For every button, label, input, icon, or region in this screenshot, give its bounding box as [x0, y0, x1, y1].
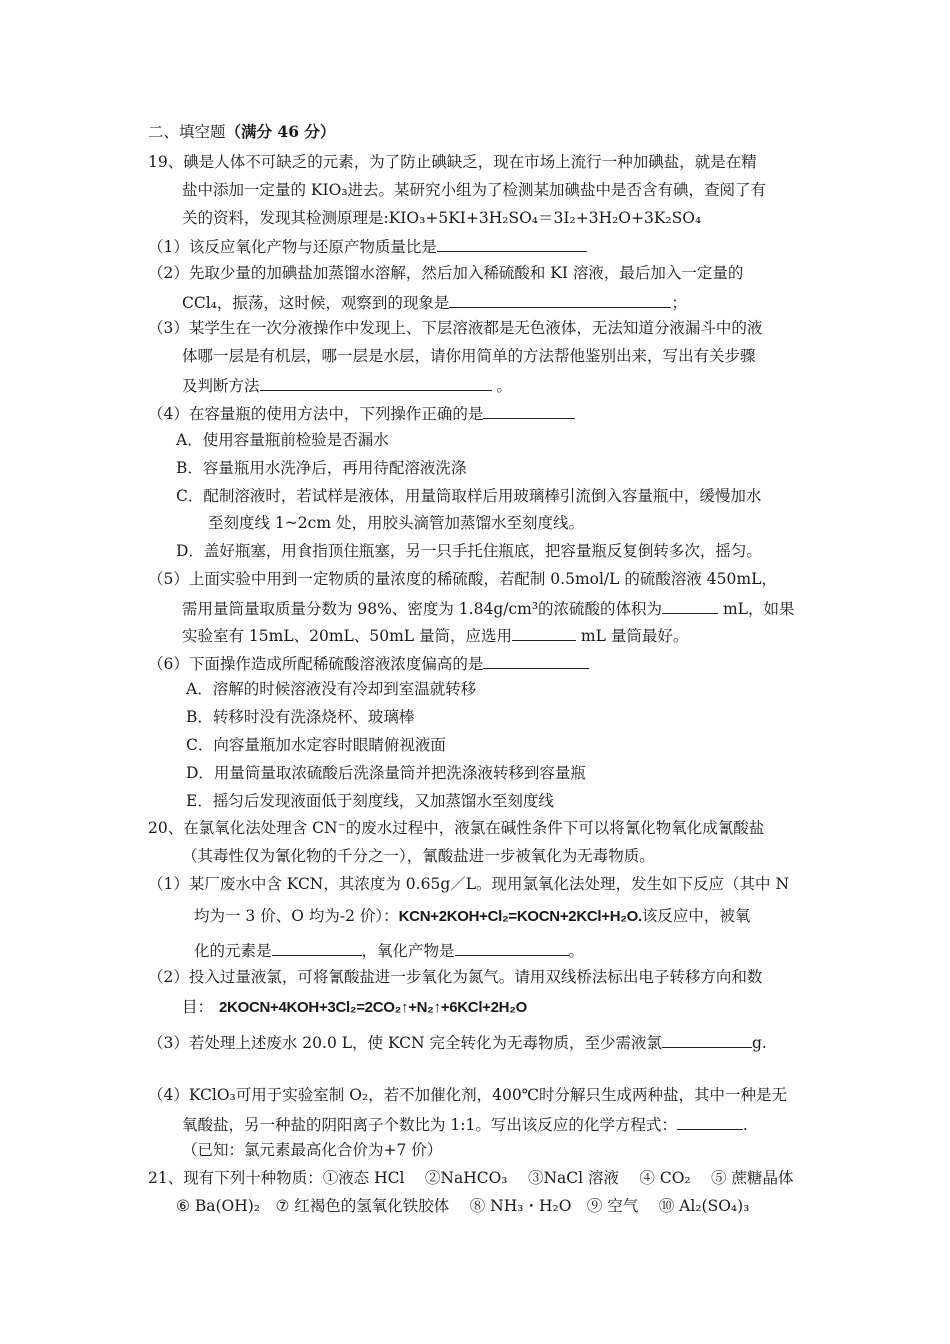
q21-substance-list: ⑥ Ba(OH)₂ ⑦ 红褐色的氢氧化铁胶体 ⑧ NH₃・H₂O ⑨ 空气 ⑩ Al₂(SO₄)₃: [176, 1197, 750, 1215]
q19-part6-option-d: D．用量筒量取浓硫酸后洗涤量筒并把洗涤液转移到容量瓶: [186, 764, 586, 782]
answer-blank[interactable]: [662, 597, 718, 614]
kcn-equation: KCN+2KOH+Cl₂=KOCN+2KCl+H₂O.: [398, 908, 642, 925]
q20-part3: [148, 1031, 767, 1053]
answer-blank[interactable]: [260, 374, 492, 391]
q19-part6-option-a: A．溶解的时候溶液没有冷却到室温就转移: [186, 680, 477, 698]
q19-stem-line-2: 盐中添加一定量的 KIO₃进去。某研究小组为了检测某加碘盐中是否含有碘，查阅了有: [182, 181, 767, 199]
q20-part4-end: .: [742, 1116, 748, 1134]
section-label: 二、填空题: [148, 123, 226, 141]
q19-part6-option-e: E．摇匀后发现液面低于刻度线，又加蒸馏水至刻度线: [186, 792, 554, 810]
q20-part1-line-3: [194, 939, 584, 961]
section-heading: [148, 122, 335, 142]
answer-blank[interactable]: [437, 235, 587, 252]
q19-part4-option-b: B．容量瓶用水洗净后，再用待配溶液洗涤: [176, 459, 467, 477]
q19-part1-text: （1）该反应氧化产物与还原产物质量比是: [148, 238, 437, 256]
q20-part1-text-2: 该反应中，被氧: [641, 907, 751, 925]
answer-blank[interactable]: [483, 652, 589, 669]
q19-part4-option-c: C．配制溶液时，若试样是液体，用量筒取样后用玻璃棒引流倒入容量瓶中，缓慢加水: [176, 487, 762, 505]
q19-part2-line-1: （2）先取少量的加碘盐加蒸馏水溶解，然后加入稀硫酸和 KI 溶液，最后加入一定量的: [148, 264, 744, 282]
q19-part3-line-1: （3）某学生在一次分液操作中发现上、下层溶液都是无色液体，无法知道分液漏斗中的液: [148, 319, 763, 337]
section-score: （满分 46 分）: [225, 122, 336, 141]
answer-blank[interactable]: [455, 939, 569, 956]
q19-part2-end: ；: [671, 294, 687, 312]
q19-stem-line-3: 关的资料，发现其检测原理是:KIO₃+5KI+3H₂SO₄＝3I₂+3H₂O+3K₂SO₄: [182, 209, 702, 227]
q19-part4-stem: [148, 402, 575, 424]
answer-blank[interactable]: [483, 402, 575, 419]
q19-part3-line-2: 体哪一层是有机层，哪一层是水层，请你用简单的方法帮他鉴别出来，写出有关步骤: [182, 347, 756, 365]
kocn-equation: 2KOCN+4KOH+3Cl₂=2CO₂↑+N₂↑+6KCl+2H₂O: [219, 999, 527, 1016]
q20-part4-line-2: [182, 1113, 748, 1135]
q20-part1-text-3: 化的元素是: [194, 942, 272, 960]
q19-part5-end: mL 量筒最好。: [576, 627, 689, 645]
q19-part4-option-c-cont: 至刻度线 1~2cm 处，用胶头滴管加蒸馏水至刻度线。: [208, 514, 584, 532]
q19-part2-line-2: [182, 291, 687, 313]
q19-stem-line-1: 19、碘是人体不可缺乏的元素，为了防止碘缺乏，现在市场上流行一种加碘盐，就是在精: [148, 153, 757, 171]
q19-part4-text: （4）在容量瓶的使用方法中，下列操作正确的是: [148, 405, 484, 423]
q19-part5-line-2: [182, 597, 794, 619]
q20-stem-line-1: 20、在氯氧化法处理含 CN⁻的废水过程中，液氯在碱性条件下可以将氰化物氧化成氰酸盐: [148, 819, 765, 837]
answer-blank[interactable]: [662, 1031, 752, 1048]
q20-part1-end: 。: [568, 942, 585, 960]
q20-part2-line-1: （2）投入过量液氯，可将氰酸盐进一步氧化为氮气。请用双线桥法标出电子转移方向和数: [148, 968, 763, 986]
answer-blank[interactable]: [272, 939, 362, 956]
q19-part5-text: 需用量筒量取质量分数为 98%、密度为 1.84g/cm³的浓硫酸的体积为: [182, 600, 663, 618]
q20-part2-text: 目：: [182, 998, 214, 1016]
q20-part4-text: 氧酸盐，另一种盐的阴阳离子个数比为 1:1。写出该反应的化学方程式：: [182, 1116, 677, 1134]
q19-part6-text: （6）下面操作造成所配稀硫酸溶液浓度偏高的是: [148, 655, 484, 673]
q19-part5-text-2: 实验室有 15mL、20mL、50mL 量筒，应选用: [182, 627, 512, 645]
q20-part4-note: （已知：氯元素最高化合价为+7 价）: [182, 1141, 443, 1159]
answer-blank[interactable]: [677, 1113, 743, 1130]
q20-part3-unit: g.: [751, 1034, 767, 1052]
q20-part3-text: （3）若处理上述废水 20.0 L，使 KCN 完全转化为无毒物质，至少需液氯: [148, 1034, 662, 1052]
q19-part2-text: CCl₄，振荡，这时候，观察到的现象是: [182, 294, 450, 312]
q20-part1-text-4: ，氧化产物是: [361, 942, 455, 960]
q19-part4-option-d: D．盖好瓶塞，用食指顶住瓶塞，另一只手托住瓶底，把容量瓶反复倒转多次，摇匀。: [176, 542, 762, 560]
q19-part4-option-a: A．使用容量瓶前检验是否漏水: [176, 431, 389, 449]
q19-part1: [148, 235, 587, 257]
q20-stem-line-2: （其毒性仅为氰化物的千分之一），氰酸盐进一步被氧化为无毒物质。: [182, 847, 655, 865]
q19-part6-option-c: C．向容量瓶加水定容时眼睛俯视液面: [186, 736, 446, 754]
q19-part6-stem: [148, 652, 589, 674]
q20-part1-text: 均为一 3 价、O 均为-2 价）：: [194, 907, 399, 925]
q19-part3-line-3: [182, 374, 512, 396]
q19-part5-unit: mL，如果: [718, 600, 795, 618]
answer-blank[interactable]: [512, 624, 576, 641]
q19-part3-end: 。: [491, 377, 512, 395]
q20-part4-line-1: （4）KClO₃可用于实验室制 O₂，若不加催化剂，400℃时分解只生成两种盐，其中一种是无: [148, 1086, 788, 1104]
q19-part5-line-3: [182, 624, 688, 646]
q20-part1-line-2: [194, 906, 750, 927]
q21-stem: 21、现有下列十种物质：①液态 HCl ②NaHCO₃ ③NaCl 溶液 ④ CO₂ ⑤ 蔗糖晶体: [148, 1169, 794, 1187]
q19-part6-option-b: B．转移时没有洗涤烧杯、玻璃棒: [186, 708, 415, 726]
answer-blank[interactable]: [449, 291, 671, 308]
q20-part1-line-1: （1）某厂废水中含 KCN，其浓度为 0.65g／L。现用氯氧化法处理，发生如下反应（其中 N: [148, 875, 790, 893]
q20-part2-line-2: [182, 997, 527, 1018]
q19-part5-line-1: （5）上面实验中用到一定物质的量浓度的稀硫酸，若配制 0.5mol/L 的硫酸溶液 450mL，: [148, 570, 777, 588]
q19-part3-text: 及判断方法: [182, 377, 260, 395]
